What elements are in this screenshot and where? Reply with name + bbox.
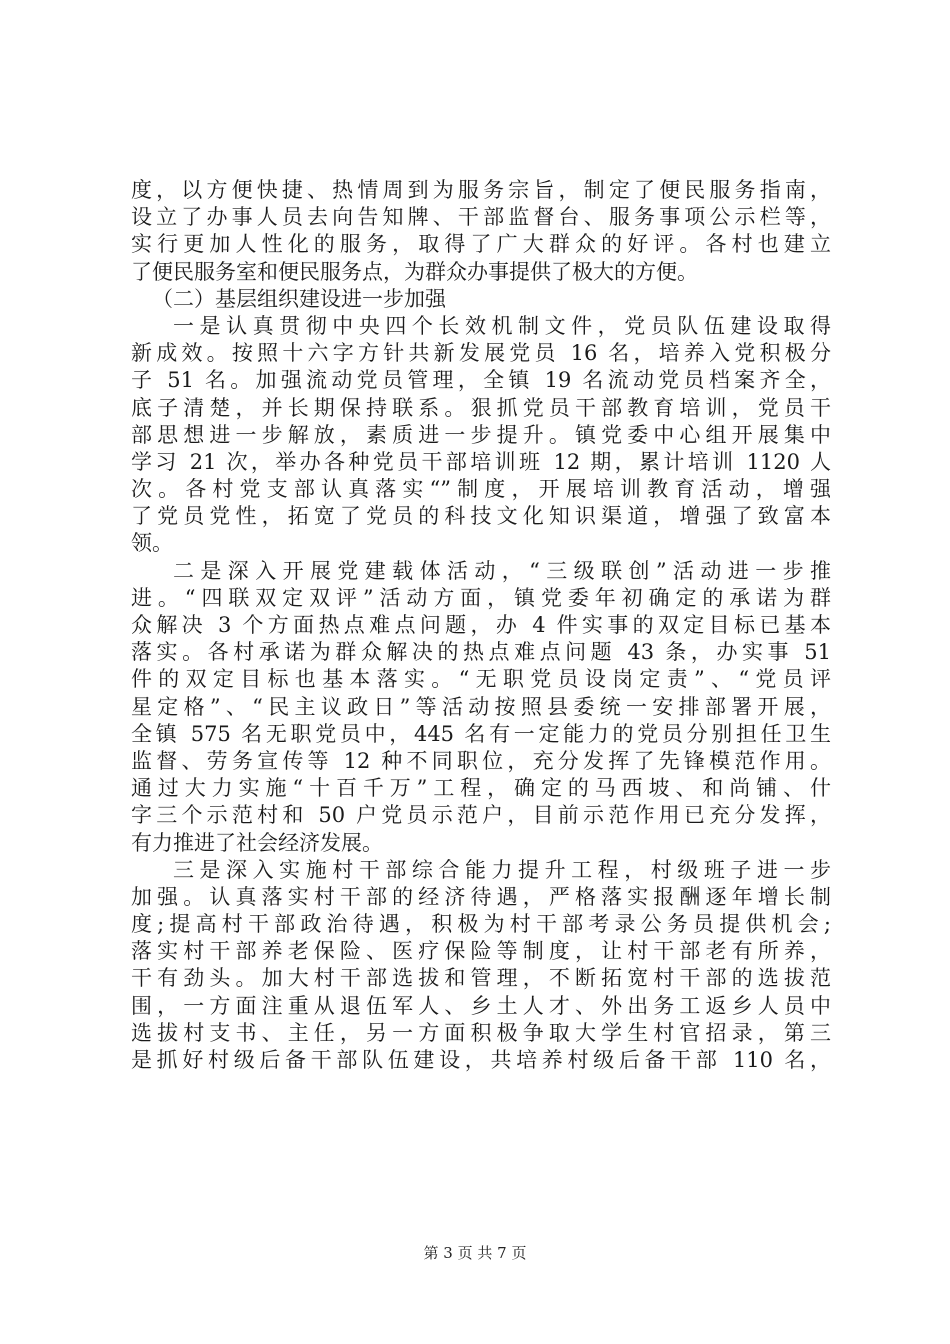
text-line: 底子清楚，并长期保持联系。狠抓党员干部教育培训，党员干 <box>131 395 831 420</box>
page-footer: 第 3 页 共 7 页 <box>423 1244 527 1262</box>
text-line: 三是深入实施村干部综合能力提升工程，村级班子进一步 <box>173 857 831 882</box>
text-line: 度;提高村干部政治待遇，积极为村干部考录公务员提供机会; <box>131 912 831 937</box>
text-line: 一是认真贯彻中央四个长效机制文件，党员队伍建设取得 <box>173 313 831 338</box>
text-line: 众解决 3 个方面热点难点问题，办 4 件实事的双定目标已基本 <box>131 613 831 637</box>
document-body <box>131 177 831 1074</box>
text-line: 设立了办事人员去向告知牌、干部监督台、服务事项公示栏等， <box>131 205 831 230</box>
text-line: 子 51 名。加强流动党员管理，全镇 19 名流动党员档案齐全， <box>131 368 831 393</box>
text-line: 选拔村支书、主任，另一方面积极争取大学生村官招录，第三 <box>131 1020 831 1045</box>
text-line: 全镇 575 名无职党员中，445 名有一定能力的党员分别担任卫生 <box>131 721 831 746</box>
text-line: 围，一方面注重从退伍军人、乡土人才、外出务工返乡人员中 <box>131 993 831 1018</box>
text-line: 次。各村党支部认真落实“”制度，开展培训教育活动，增强 <box>131 477 831 502</box>
text-line: 干有劲头。加大村干部选拔和管理，不断拓宽村干部的选拔范 <box>131 966 831 991</box>
text-line: 字三个示范村和 50 户党员示范户，目前示范作用已充分发挥， <box>131 803 831 828</box>
text-line: 落实。各村承诺为群众解决的热点难点问题 43 条，办实事 51 <box>131 640 831 665</box>
text-line: 二是深入开展党建载体活动，“三级联创”活动进一步推 <box>173 558 831 583</box>
text-line: 部思想进一步解放，素质进一步提升。镇党委中心组开展集中 <box>131 422 831 447</box>
text-line: 了党员党性，拓宽了党员的科技文化知识渠道，增强了致富本 <box>131 504 831 529</box>
text-line: 学习 21 次，举办各种党员干部培训班 12 期，累计培训 1120 人 <box>131 449 831 474</box>
text-line: 件的双定目标也基本落实。“无职党员设岗定责”、“党员评 <box>131 667 831 692</box>
text-line: 通过大力实施“十百千万”工程，确定的马西坡、和尚铺、什 <box>131 776 831 801</box>
text-line: 度，以方便快捷、热情周到为服务宗旨，制定了便民服务指南， <box>131 178 831 202</box>
text-line: 星定格”、“民主议政日”等活动按照县委统一安排部署开展， <box>131 694 831 719</box>
text-line: 进。“四联双定双评”活动方面，镇党委年初确定的承诺为群 <box>131 585 831 610</box>
text-line: （二）基层组织建设进一步加强 <box>152 286 446 311</box>
text-line: 了便民服务室和便民服务点，为群众办事提供了极大的方便。 <box>131 259 698 284</box>
text-line: 落实村干部养老保险、医疗保险等制度，让村干部老有所养， <box>131 939 831 964</box>
text-line: 是抓好村级后备干部队伍建设，共培养村级后备干部 110 名， <box>131 1048 831 1072</box>
text-line: 监督、劳务宣传等 12 种不同职位，充分发挥了先锋模范作用。 <box>131 748 831 773</box>
text-line: 新成效。按照十六字方针共新发展党员 16 名，培养入党积极分 <box>131 341 831 366</box>
text-line: 领。 <box>131 531 173 556</box>
text-line: 实行更加人性化的服务，取得了广大群众的好评。各村也建立 <box>131 232 831 257</box>
text-line: 有力推进了社会经济发展。 <box>131 830 383 855</box>
text-line: 加强。认真落实村干部的经济待遇，严格落实报酬逐年增长制 <box>131 884 831 909</box>
